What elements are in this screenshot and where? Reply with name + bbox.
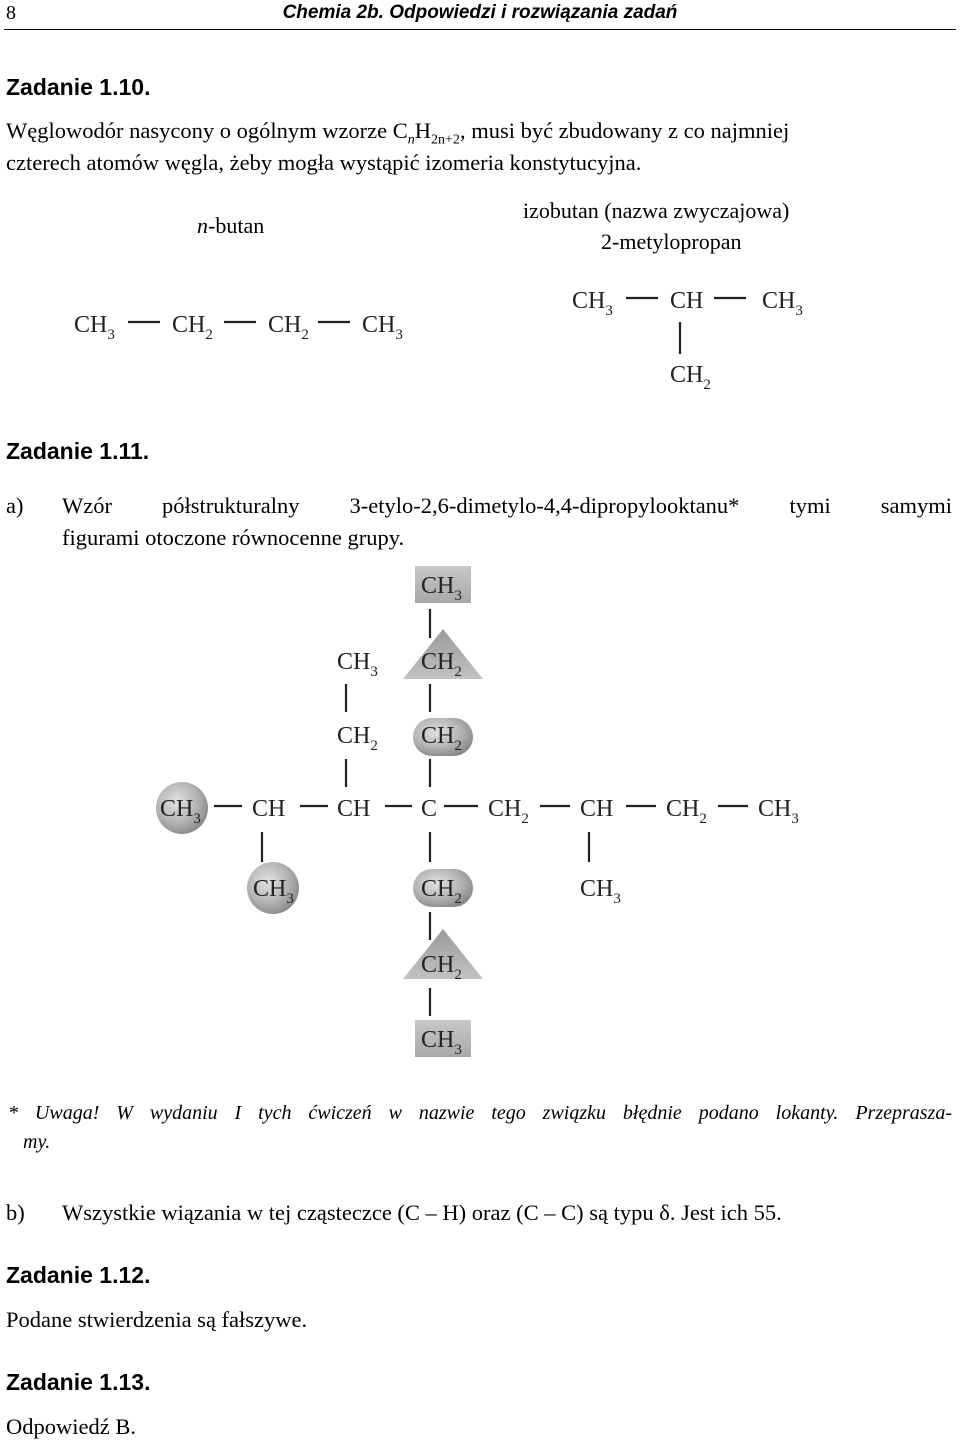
main-ch-6: CH (580, 796, 614, 822)
chain-bottom-ch2-a: $CH_2$ (421, 876, 462, 907)
chain-bottom-ch3: $CH_3$ (421, 1027, 462, 1058)
ethyl-ch2: $CH_2$ (337, 723, 378, 754)
task-1-11-heading: Zadanie 1.11. (6, 438, 150, 464)
item-a-line1: Wzór półstrukturalny 3-etylo-2,6-dimetylo-4,4-dipropylooktanu* tymi samymi (62, 493, 952, 518)
methyl-6-ch3: $CH_3$ (580, 876, 621, 907)
task-1-12-answer: Podane stwierdzenia są fałszywe. (6, 1307, 308, 1332)
izobutan-ch2: $CH_2$ (670, 362, 711, 393)
nbutan-ch3-1: $CH_3$ (74, 312, 115, 343)
chain-top-ch2-a: $CH_2$ (421, 649, 462, 680)
main-ch-2: CH (252, 796, 286, 822)
nbutan-ch3-2: $CH_3$ (362, 312, 403, 343)
task-1-10-text-line2: czterech atomów węgla, żeby mogła wystąpić izomeria konstytucyjna. (6, 150, 642, 175)
task-1-13-answer: Odpowiedź B. (6, 1414, 136, 1439)
task-1-10-text-line1: Węglowodór nasycony o ogólnym wzorze $C_nH_{2n+2}$, musi być zbudowany z co najmniej (6, 118, 790, 148)
chain-top-ch3: $CH_3$ (421, 573, 462, 604)
nbutan-ch2-1: $CH_2$ (172, 312, 213, 343)
main-c-4: C (421, 796, 438, 822)
item-a-line2: figurami otoczone równocenne grupy. (62, 525, 405, 550)
izobutan-ch3-2: $CH_3$ (762, 288, 803, 319)
chain-bottom-ch2-b: $CH_2$ (421, 952, 462, 983)
chain-top-ch2-b: $CH_2$ (421, 723, 462, 754)
main-ch2-7: $CH_2$ (666, 796, 707, 827)
page-number: 8 (6, 2, 16, 24)
main-ch-3: CH (337, 796, 371, 822)
item-b-marker: b) (6, 1200, 25, 1225)
nbutan-ch2-2: $CH_2$ (268, 312, 309, 343)
task-1-12-heading: Zadanie 1.12. (6, 1262, 151, 1288)
main-ch3-8: $CH_3$ (758, 796, 799, 827)
note-line1: * Uwaga! W wydaniu I tych ćwiczeń w nazwie tego związku błędnie podano lokanty. Przeprasza- (8, 1102, 952, 1124)
item-a-marker: a) (6, 493, 24, 518)
task-1-10-heading: Zadanie 1.10. (6, 74, 151, 100)
izobutan-label: izobutan (nazwa zwyczajowa) (523, 198, 790, 223)
item-b-text: Wszystkie wiązania w tej cząsteczce (C – H) oraz (C – C) są typu δ. Jest ich 55. (62, 1200, 782, 1225)
metylopropan-label: 2-metylopropan (601, 229, 742, 254)
task-1-13-heading: Zadanie 1.13. (6, 1369, 151, 1395)
main-ch3-1: $CH_3$ (160, 796, 201, 827)
n-butan-label: n-butan (197, 213, 265, 238)
ethyl-ch3: $CH_3$ (337, 649, 378, 680)
main-ch2-5: $CH_2$ (488, 796, 529, 827)
izobutan-ch: CH (670, 288, 704, 314)
running-title: Chemia 2b. Odpowiedzi i rozwiązania zadań (282, 2, 678, 23)
izobutan-ch3-1: $CH_3$ (572, 288, 613, 319)
note-line2: my. (23, 1131, 51, 1153)
methyl-2-ch3: $CH_3$ (253, 876, 294, 907)
